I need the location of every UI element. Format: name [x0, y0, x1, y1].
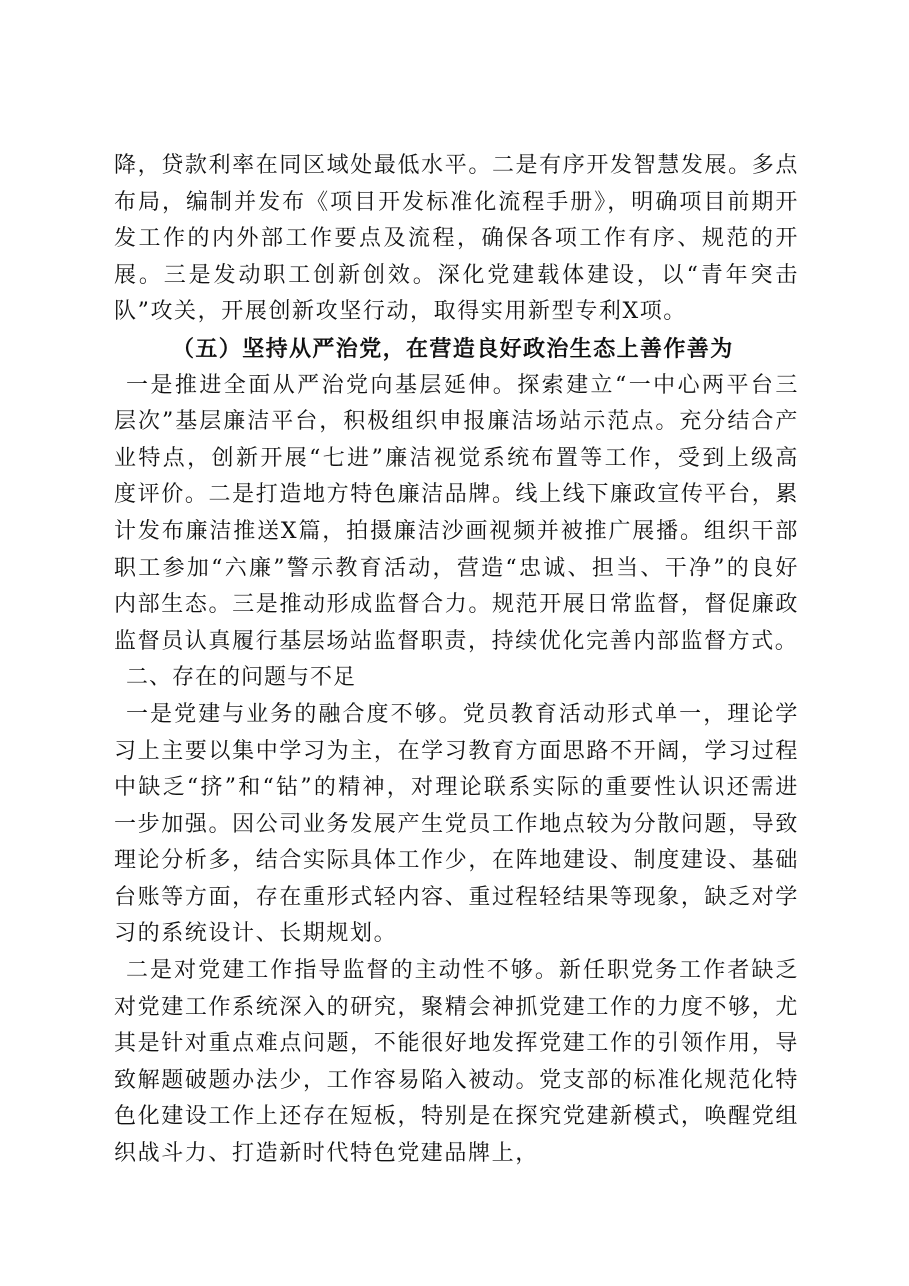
document-body [114, 148, 799, 1173]
subheading-strict-party-governance: （五）坚持从严治党，在营造良好政治生态上善作善为 [172, 335, 734, 362]
body-paragraph-innovation: 降，贷款利率在同区域处最低水平。二是有序开发智慧发展。多点布局，编制并发布《项目开发标准化流程手册》，明确项目前期开发工作的内外部工作要点及流程，确保各项工作有序、规范的开展。三是发动职工创新创效。深化党建载体建设，以“青年突击队”攻关，开展创新攻坚行动，取得实用新型专利X项。 [114, 153, 799, 325]
body-paragraph-problem-two: 二是对党建工作指导监督的主动性不够。新任职党务工作者缺乏对党建工作系统深入的研究，聚精会神抓党建工作的力度不够，尤其是针对重点难点问题，不能很好地发挥党建工作的引领作用，导致解题破题办法少，工作容易陷入被动。党支部的标准化规范化特色化建设工作上还存在短板，特别是在探究党建新模式，唤醒党组织战斗力、打造新时代特色党建品牌上， [114, 958, 799, 1167]
body-paragraph-problem-one: 一是党建与业务的融合度不够。党员教育活动形式单一，理论学习上主要以集中学习为主，在学习教育方面思路不开阔，学习过程中缺乏“挤”和“钻”的精神，对理论联系实际的重要性认识还需进一步加强。因公司业务发展产生党员工作地点较为分散问题，导致理论分析多，结合实际具体工作少，在阵地建设、制度建设、基础台账等方面，存在重形式轻内容、重过程轻结果等现象，缺乏对学习的系统设计、长期规划。 [114, 701, 799, 947]
body-paragraph-integrity: 一是推进全面从严治党向基层延伸。探索建立“一中心两平台三层次”基层廉洁平台，积极组织申报廉洁场站示范点。充分结合产业特点，创新开展“七进”廉洁视觉系统布置等工作，受到上级高度评价。二是打造地方特色廉洁品牌。线上线下廉政宣传平台，累计发布廉洁推送X篇，拍摄廉洁沙画视频并被推广展播。组织干部职工参加“六廉”警示教育活动，营造“忠诚、担当、干净”的良好内部生态。三是推动形成监督合力。规范开展日常监督，督促廉政监督员认真履行基层场站监督职责，持续优化完善内部监督方式。 [114, 372, 799, 654]
section-heading-problems: 二、存在的问题与不足 [126, 665, 357, 691]
